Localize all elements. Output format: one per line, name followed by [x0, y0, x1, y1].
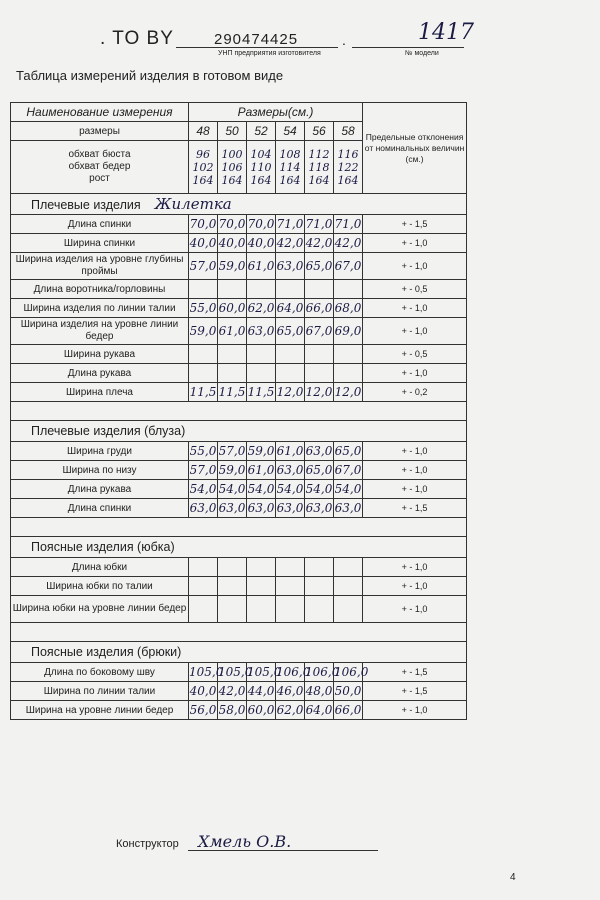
measure-value: [189, 577, 218, 596]
measure-name: Длина юбки: [11, 558, 189, 577]
params-cell: [247, 141, 276, 194]
measure-name: Ширина спинки: [11, 234, 189, 253]
table-row: [11, 253, 467, 280]
tolerance-value: + - 1,0: [363, 234, 467, 253]
table-row: [11, 280, 467, 299]
table-row: [11, 663, 467, 682]
measure-value: [334, 280, 363, 299]
params-label-line: обхват бедер: [68, 161, 131, 172]
measure-name: Ширина по низу: [11, 461, 189, 480]
measure-value: [276, 596, 305, 623]
measure-value: [218, 364, 247, 383]
measure-value: [247, 558, 276, 577]
measure-value: [247, 280, 276, 299]
measure-value: 62,0: [247, 299, 276, 318]
section-title-row: [11, 537, 467, 558]
model-number: 1417: [418, 20, 474, 45]
tolerance-value: + - 0,5: [363, 280, 467, 299]
measure-value: 67,0: [305, 318, 334, 345]
table-row: [11, 299, 467, 318]
bust-value: 104: [250, 147, 272, 161]
section-gap: [11, 402, 467, 421]
measure-name: Ширина юбки по талии: [11, 577, 189, 596]
table-row: [11, 345, 467, 364]
measure-name: Ширина изделия на уровне линии бедер: [11, 318, 189, 345]
hips-value: 114: [279, 160, 301, 174]
measure-value: 71,0: [305, 215, 334, 234]
section-title: [11, 421, 467, 442]
params-cell: [218, 141, 247, 194]
model-caption: № модели: [405, 50, 439, 57]
tolerance-value: + - 1,0: [363, 577, 467, 596]
measure-value: 70,0: [247, 215, 276, 234]
tolerance-value: + - 1,5: [363, 215, 467, 234]
measure-value: [247, 596, 276, 623]
table-row: [11, 383, 467, 402]
measure-value: [218, 558, 247, 577]
measure-name: Длина рукава: [11, 480, 189, 499]
gap-cell: [11, 402, 467, 421]
measure-value: 57,0: [189, 253, 218, 280]
measure-value: [305, 558, 334, 577]
measure-value: 48,0: [305, 682, 334, 701]
measure-name: Ширина на уровне линии бедер: [11, 701, 189, 720]
measure-value: 63,0: [218, 499, 247, 518]
measure-value: [305, 596, 334, 623]
tolerance-value: + - 0,2: [363, 383, 467, 402]
measure-value: 65,0: [276, 318, 305, 345]
measure-value: [218, 280, 247, 299]
measure-value: 40,0: [218, 234, 247, 253]
measure-value: 11,5: [218, 383, 247, 402]
measure-value: 40,0: [247, 234, 276, 253]
params-cell: [189, 141, 218, 194]
header-separator: .: [342, 32, 346, 48]
unp-underline: [176, 47, 338, 48]
height-value: 164: [279, 173, 301, 187]
measure-value: [334, 558, 363, 577]
measure-value: 54,0: [247, 480, 276, 499]
measure-value: 46,0: [276, 682, 305, 701]
params-label-line: рост: [89, 173, 110, 184]
table-row: [11, 701, 467, 720]
table-row: [11, 318, 467, 345]
measure-name: Длина спинки: [11, 499, 189, 518]
tolerance-value: + - 1,5: [363, 499, 467, 518]
measure-value: [334, 577, 363, 596]
section-title-row: [11, 421, 467, 442]
measure-value: [276, 280, 305, 299]
tolerance-value: + - 1,5: [363, 682, 467, 701]
header-row: [0, 20, 600, 58]
measurements-table: [10, 102, 467, 720]
measure-name: Длина рукава: [11, 364, 189, 383]
table-row: [11, 442, 467, 461]
measure-value: 61,0: [218, 318, 247, 345]
measure-value: 11,5: [189, 383, 218, 402]
measure-value: 12,0: [305, 383, 334, 402]
measure-value: 12,0: [334, 383, 363, 402]
table-row: [11, 577, 467, 596]
col-name-header: Наименование измерения: [11, 103, 189, 122]
size-cell: 48: [189, 122, 218, 141]
measure-value: [276, 577, 305, 596]
measure-value: 42,0: [305, 234, 334, 253]
section-title-text: Поясные изделия (брюки): [31, 645, 182, 659]
table-row: [11, 234, 467, 253]
measure-value: 71,0: [334, 215, 363, 234]
measure-value: 54,0: [218, 480, 247, 499]
measure-name: Длина спинки: [11, 215, 189, 234]
section-title: [11, 537, 467, 558]
measure-value: 106,0: [334, 663, 363, 682]
table-row: [11, 596, 467, 623]
measure-value: 55,0: [189, 442, 218, 461]
measure-value: 67,0: [334, 461, 363, 480]
measure-value: 56,0: [189, 701, 218, 720]
measure-value: 66,0: [334, 701, 363, 720]
section-gap: [11, 623, 467, 642]
measure-value: 65,0: [305, 461, 334, 480]
tolerance-value: + - 1,0: [363, 701, 467, 720]
tolerance-value: + - 1,0: [363, 596, 467, 623]
params-label: [11, 141, 189, 194]
measure-value: [218, 577, 247, 596]
measure-value: 54,0: [305, 480, 334, 499]
measure-value: [189, 558, 218, 577]
measure-value: 40,0: [189, 234, 218, 253]
measure-value: 54,0: [189, 480, 218, 499]
document-title: Таблица измерений изделия в готовом виде: [16, 68, 284, 83]
params-label-line: обхват бюста: [68, 149, 131, 160]
tolerance-value: + - 1,0: [363, 480, 467, 499]
measure-value: 65,0: [334, 442, 363, 461]
measure-value: 63,0: [276, 253, 305, 280]
section-title: [11, 642, 467, 663]
measure-value: [218, 345, 247, 364]
measure-value: 62,0: [276, 701, 305, 720]
table-row: [11, 499, 467, 518]
col-sizes-header: Размеры(см.): [189, 103, 363, 122]
measure-value: 42,0: [276, 234, 305, 253]
measure-value: 60,0: [218, 299, 247, 318]
params-cell: [276, 141, 305, 194]
measure-value: 69,0: [334, 318, 363, 345]
measure-value: 42,0: [334, 234, 363, 253]
measure-value: 63,0: [247, 499, 276, 518]
col-tolerance-header: Предельные отклонения от номинальных величин (см.): [363, 103, 467, 194]
measure-value: 63,0: [334, 499, 363, 518]
measure-name: Длина воротника/горловины: [11, 280, 189, 299]
section-note: Жилетка: [154, 195, 232, 213]
measure-value: 63,0: [247, 318, 276, 345]
measure-value: 105,0: [247, 663, 276, 682]
measure-value: [305, 280, 334, 299]
measure-value: 106,0: [276, 663, 305, 682]
bust-value: 96: [196, 147, 210, 161]
height-value: 164: [250, 173, 272, 187]
size-cell: 56: [305, 122, 334, 141]
params-cell: [305, 141, 334, 194]
measure-value: 57,0: [218, 442, 247, 461]
tolerance-value: + - 0,5: [363, 345, 467, 364]
measure-value: [247, 364, 276, 383]
table-row: [11, 480, 467, 499]
tolerance-value: + - 1,0: [363, 558, 467, 577]
measure-value: 63,0: [276, 499, 305, 518]
tolerance-value: + - 1,0: [363, 442, 467, 461]
measure-value: [334, 596, 363, 623]
table-row: [11, 558, 467, 577]
page-number: 4: [510, 872, 516, 883]
measure-value: 64,0: [305, 701, 334, 720]
table-row: [11, 461, 467, 480]
measure-value: 68,0: [334, 299, 363, 318]
signature-line: [188, 850, 378, 851]
section-title-text: Плечевые изделия (блуза): [31, 424, 186, 438]
measure-value: 106,0: [305, 663, 334, 682]
tolerance-value: + - 1,0: [363, 299, 467, 318]
measure-name: Ширина юбки на уровне линии бедер: [11, 596, 189, 623]
measure-value: 59,0: [189, 318, 218, 345]
measure-name: Ширина изделия по линии талии: [11, 299, 189, 318]
measure-value: 105,0: [218, 663, 247, 682]
height-value: 164: [192, 173, 214, 187]
measure-name: Ширина груди: [11, 442, 189, 461]
hips-value: 106: [221, 160, 243, 174]
measure-value: [247, 345, 276, 364]
measure-value: 55,0: [189, 299, 218, 318]
measure-value: 44,0: [247, 682, 276, 701]
section-title-row: [11, 194, 467, 215]
measure-value: [276, 364, 305, 383]
measure-value: [189, 364, 218, 383]
height-value: 164: [337, 173, 359, 187]
section-title: [11, 194, 467, 215]
measure-value: 60,0: [247, 701, 276, 720]
measure-name: Ширина по линии талии: [11, 682, 189, 701]
bust-value: 112: [308, 147, 330, 161]
params-cell: [334, 141, 363, 194]
measure-value: 50,0: [334, 682, 363, 701]
hips-value: 122: [337, 160, 359, 174]
table-row: [11, 682, 467, 701]
measure-name: Ширина плеча: [11, 383, 189, 402]
measure-value: 58,0: [218, 701, 247, 720]
measure-value: 70,0: [218, 215, 247, 234]
section-title-text: Плечевые изделия: [31, 198, 141, 212]
measure-value: [305, 345, 334, 364]
hips-value: 118: [308, 160, 330, 174]
hips-value: 102: [192, 160, 214, 174]
measure-value: 12,0: [276, 383, 305, 402]
model-underline: [352, 47, 464, 48]
measure-value: [189, 280, 218, 299]
measure-value: [276, 345, 305, 364]
measure-value: 63,0: [305, 442, 334, 461]
section-gap: [11, 518, 467, 537]
constructor-label: Конструктор: [116, 838, 179, 850]
tolerance-value: + - 1,0: [363, 318, 467, 345]
measure-value: 61,0: [247, 253, 276, 280]
measure-value: 11,5: [247, 383, 276, 402]
tolerance-value: + - 1,0: [363, 253, 467, 280]
table-row: [11, 215, 467, 234]
tolerance-value: + - 1,0: [363, 461, 467, 480]
section-title-text: Поясные изделия (юбка): [31, 540, 175, 554]
measure-value: [305, 364, 334, 383]
measure-value: 59,0: [247, 442, 276, 461]
size-cell: 52: [247, 122, 276, 141]
measure-value: 66,0: [305, 299, 334, 318]
gap-cell: [11, 518, 467, 537]
tolerance-value: + - 1,5: [363, 663, 467, 682]
unp-caption: УНП предприятия изготовителя: [218, 50, 321, 57]
tolerance-value: + - 1,0: [363, 364, 467, 383]
size-cell: 54: [276, 122, 305, 141]
bust-value: 108: [279, 147, 301, 161]
measure-value: 57,0: [189, 461, 218, 480]
sizes-label: размеры: [11, 122, 189, 141]
measure-value: [276, 558, 305, 577]
size-cell: 50: [218, 122, 247, 141]
measure-value: [334, 364, 363, 383]
measure-value: [247, 577, 276, 596]
measure-value: 70,0: [189, 215, 218, 234]
section-title-row: [11, 642, 467, 663]
measure-value: 54,0: [276, 480, 305, 499]
gap-cell: [11, 623, 467, 642]
measure-value: 40,0: [189, 682, 218, 701]
measure-value: 63,0: [305, 499, 334, 518]
height-value: 164: [308, 173, 330, 187]
measure-value: [305, 577, 334, 596]
measure-value: 65,0: [305, 253, 334, 280]
measure-value: [189, 596, 218, 623]
measure-value: 63,0: [276, 461, 305, 480]
measure-value: 71,0: [276, 215, 305, 234]
unp-value: 290474425: [214, 31, 299, 48]
to-by-label: . TO BY: [100, 28, 174, 49]
bust-value: 116: [337, 147, 359, 161]
measure-value: 59,0: [218, 253, 247, 280]
measure-value: 67,0: [334, 253, 363, 280]
measure-value: 105,0: [189, 663, 218, 682]
measure-value: 61,0: [247, 461, 276, 480]
measure-value: [189, 345, 218, 364]
hips-value: 110: [250, 160, 272, 174]
height-value: 164: [221, 173, 243, 187]
measure-value: 64,0: [276, 299, 305, 318]
bust-value: 100: [221, 147, 243, 161]
table-header-row: [11, 103, 467, 122]
measure-value: [334, 345, 363, 364]
measure-name: Ширина рукава: [11, 345, 189, 364]
measure-value: 59,0: [218, 461, 247, 480]
measure-name: Ширина изделия на уровне глубины проймы: [11, 253, 189, 280]
measure-value: [218, 596, 247, 623]
measure-value: 54,0: [334, 480, 363, 499]
measure-value: 63,0: [189, 499, 218, 518]
table-row: [11, 364, 467, 383]
constructor-signature: Хмель О.В.: [198, 832, 292, 851]
measure-value: 42,0: [218, 682, 247, 701]
size-cell: 58: [334, 122, 363, 141]
measure-name: Длина по боковому шву: [11, 663, 189, 682]
measure-value: 61,0: [276, 442, 305, 461]
